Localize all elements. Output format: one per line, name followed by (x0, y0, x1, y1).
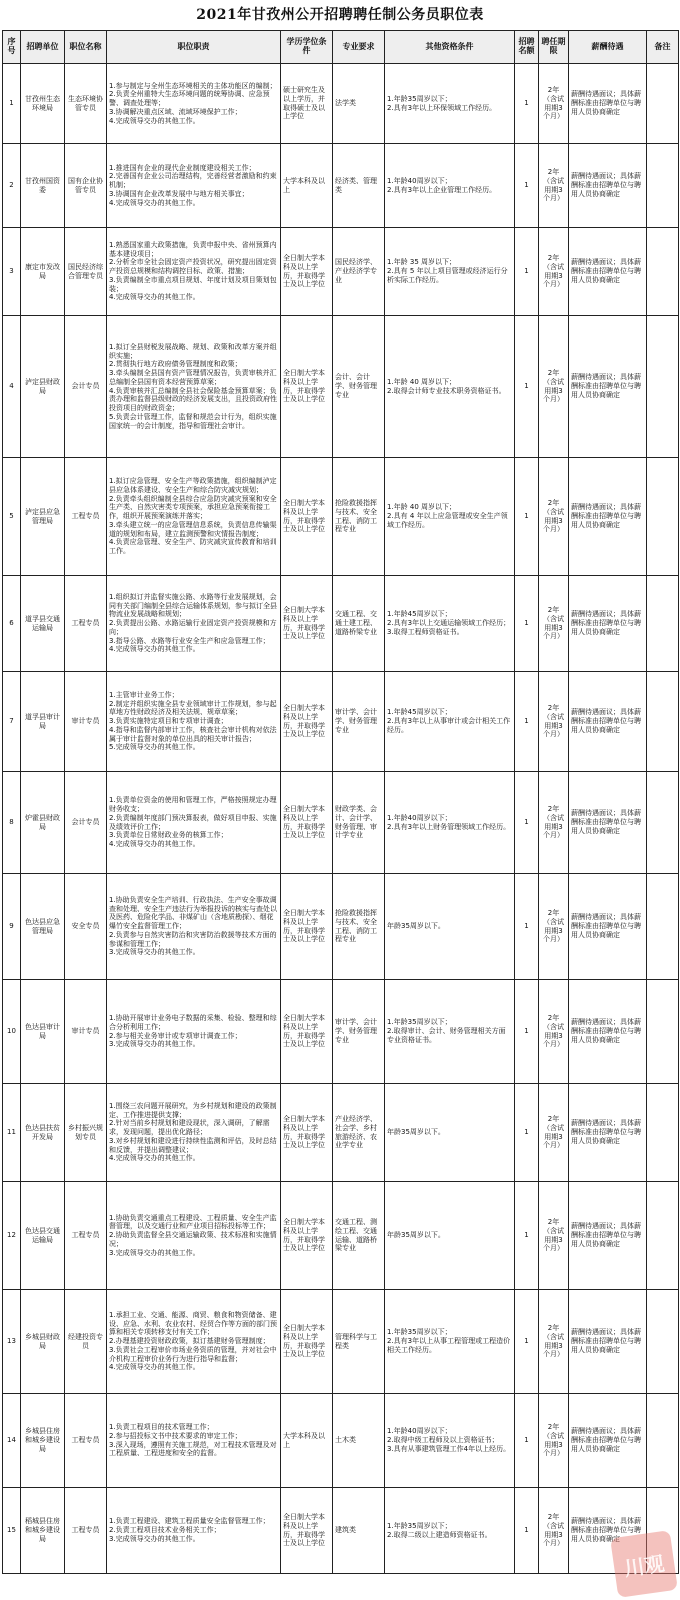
requirement-line: 2.具有 5 年以上项目管理或经济运行分析实际工作经历。 (387, 267, 508, 284)
duty-line: 2.参与相关业务审计或专项审计调查工作； (109, 1031, 242, 1040)
duty-line: 3.负责编制全市重点项目规划、年度计划及项目策划包装； (109, 275, 277, 293)
table-row (3, 1488, 679, 1574)
cell-duties (107, 228, 281, 316)
cell-other-requirements (385, 672, 515, 772)
cell-term: 2年（含试用期3个月） (539, 980, 569, 1084)
requirement-line: 2.具有3年以上交通运输领域工作经历； (387, 619, 511, 628)
cell-duties (107, 576, 281, 672)
cell-education: 全日制大学本科及以上学历，并取得学士及以上学位 (281, 228, 333, 316)
duty-line: 4.完成领导交办的其他工作。 (109, 1363, 200, 1372)
cell-note (647, 1290, 679, 1394)
duty-line: 1.推进国有企业的现代企业制度建设相关工作； (109, 163, 256, 172)
table-row (3, 1182, 679, 1290)
table-row (3, 64, 679, 144)
requirement-line: 2.具有3年以上财务管理领域工作经历。 (387, 822, 511, 831)
cell-unit: 乡城县住房和城乡建设局 (21, 1394, 65, 1488)
table-row (3, 874, 679, 980)
cell-term: 2年（含试用期3个月） (539, 1488, 569, 1574)
requirement-line: 1.年龄35周岁以下； (387, 94, 452, 103)
duty-line: 4.完成领导交办的其他工作。 (109, 840, 200, 848)
duty-line: 1.协助负责交通重点工程建设、工程质量、安全生产监督管理，以及交通行业和产业项目招标投标等工作； (109, 1213, 277, 1231)
cell-note (647, 316, 679, 458)
cell-major: 审计学、会计学、财务管理专业 (333, 672, 385, 772)
requirement-line: 1.年龄 40 周岁以下； (387, 503, 457, 512)
page-title: 2021年甘孜州公开招聘聘任制公务员职位表 (196, 7, 484, 23)
duty-line: 2.负责工程项目技术业务相关工作； (109, 1526, 221, 1535)
job-table (2, 30, 679, 1574)
cell-salary: 薪酬待遇面议；具体薪酬标准由招聘单位与聘用人员协商确定 (569, 1182, 647, 1290)
cell-major: 建筑类 (333, 1488, 385, 1574)
cell-salary: 薪酬待遇面议；具体薪酬标准由招聘单位与聘用人员协商确定 (569, 316, 647, 458)
duty-line: 3.负责单位日常财政业务的核算工作； (109, 831, 228, 840)
table-row (3, 1084, 679, 1182)
cell-no: 6 (3, 576, 21, 672)
cell-unit: 道孚县审计局 (21, 672, 65, 772)
requirement-line: 2.具有3年以上从事审计或会计相关工作经历。 (387, 717, 511, 734)
cell-quota: 1 (515, 672, 539, 772)
requirement-line: 1.年龄45周岁以下； (387, 610, 452, 619)
duty-line: 1.负责工程项目的技术管理工作； (109, 1423, 214, 1431)
cell-education: 全日制大学本科及以上学历，并取得学士及以上学位 (281, 316, 333, 458)
requirement-line: 1.年龄40周岁以下； (387, 1427, 452, 1436)
header-major: 专业要求 (333, 31, 385, 64)
cell-salary: 薪酬待遇面议；具体薪酬标准由招聘单位与聘用人员协商确定 (569, 1488, 647, 1574)
table-row (3, 980, 679, 1084)
cell-salary: 薪酬待遇面议；具体薪酬标准由招聘单位与聘用人员协商确定 (569, 144, 647, 228)
cell-unit: 色达县扶贫开发局 (21, 1084, 65, 1182)
requirement-line: 年龄35周岁以下。 (387, 922, 445, 931)
cell-unit: 道孚县交通运输局 (21, 576, 65, 672)
table-row (3, 672, 679, 772)
duty-line: 3.牵头编制全县国有资产管理情况报告，负责审核并汇总编制全县国有资本经营预算草案； (109, 369, 277, 386)
requirement-line: 2.具有3年以上企业管理工作经历。 (387, 185, 497, 194)
cell-term: 2年（含试用期3个月） (539, 228, 569, 316)
cell-no: 13 (3, 1290, 21, 1394)
cell-other-requirements (385, 772, 515, 874)
duty-line: 4.完成领导交办的其他工作。 (109, 293, 200, 302)
cell-duties (107, 458, 281, 576)
cell-unit: 甘孜州国资委 (21, 144, 65, 228)
duty-line: 4.负责审核并汇总编制全县社会保险基金预算草案；负责办理和监督县级财政的经济发展支出，且投资政府性投资项目的财政资金； (109, 386, 277, 412)
cell-salary: 薪酬待遇面议；具体薪酬标准由招聘单位与聘用人员协商确定 (569, 672, 647, 772)
duty-line: 3.深入现场，遵照有关施工规范，对工程技术管理及对工程质量、工程进度和安全的监督。 (109, 1440, 277, 1458)
duty-line: 2.负责提出公路、水路运输行业固定资产投资规模和方向； (109, 619, 277, 636)
cell-term: 2年（含试用期3个月） (539, 672, 569, 772)
cell-no: 7 (3, 672, 21, 772)
duty-line: 2.负责全州重特大生态环境问题的统筹协调、应急预警、调查处理等； (109, 90, 270, 108)
cell-position: 审计专员 (65, 980, 107, 1084)
duty-line: 3.协调国有企业改革发展中与地方相关事宜； (109, 189, 249, 198)
cell-education: 全日制大学本科及以上学历，并取得学士及以上学位 (281, 1084, 333, 1182)
duty-line: 4.完成领导交办的其他工作。 (109, 1154, 200, 1163)
cell-term: 2年（含试用期3个月） (539, 1394, 569, 1488)
cell-note (647, 64, 679, 144)
cell-position: 国民经济综合管理专员 (65, 228, 107, 316)
cell-no: 14 (3, 1394, 21, 1488)
cell-quota: 1 (515, 316, 539, 458)
cell-position: 工程专员 (65, 1394, 107, 1488)
duty-line: 2.针对当前乡村规划和建设现状，深入调研，了解需求，发现问题，提出优化路径； (109, 1119, 270, 1137)
header-other-requirements: 其他资格条件 (385, 31, 515, 64)
duty-line: 3.完成领导交办的其他工作。 (109, 1534, 200, 1543)
requirement-line: 1.年龄35周岁以下； (387, 1328, 452, 1337)
cell-no: 5 (3, 458, 21, 576)
cell-education: 全日制大学本科及以上学历，并取得学士及以上学位 (281, 1488, 333, 1574)
cell-note (647, 772, 679, 874)
cell-note (647, 228, 679, 316)
requirement-line: 1.年龄40周岁以下； (387, 813, 452, 822)
cell-position: 经建投资专员 (65, 1290, 107, 1394)
cell-term: 2年（含试用期3个月） (539, 772, 569, 874)
cell-duties (107, 672, 281, 772)
cell-salary: 薪酬待遇面议；具体薪酬标准由招聘单位与聘用人员协商确定 (569, 1084, 647, 1182)
duty-line: 4.负责应急管理、安全生产、防灾减灾宣传教育和培训工作。 (109, 538, 277, 556)
cell-major: 抢险救援指挥与技术、安全工程、消防工程专业 (333, 458, 385, 576)
duty-line: 2.制定并组织实施全县专业领域审计工作规划，参与起草地方性财政经济及相关法规、规章草案； (109, 699, 277, 717)
duty-line: 3.负责社会工程审价市场业务资质的管理，并对社会中介机构工程审价业务行为进行指导和监督； (109, 1345, 277, 1363)
duty-line: 3.牵头建立统一的应急管理信息系统，负责信息传输渠道的规划和布局，建立监测预警和灾情报告制度； (109, 520, 277, 538)
header-duties: 职位职责 (107, 31, 281, 64)
cell-no: 12 (3, 1182, 21, 1290)
cell-other-requirements (385, 1182, 515, 1290)
cell-education: 全日制大学本科及以上学历，并取得学士及以上学位 (281, 1182, 333, 1290)
cell-no: 2 (3, 144, 21, 228)
cell-term: 2年（含试用期3个月） (539, 576, 569, 672)
cell-quota: 1 (515, 1394, 539, 1488)
requirement-line: 1.年龄 40 周岁以下； (387, 377, 457, 386)
duty-line: 2.负责牵头组织编制全县综合应急防灾减灾预案和安全生产类、自然灾害类专项预案，承担应急预案衔接工作，组织开展预案演练并落实； (109, 494, 277, 521)
duty-line: 1.主管审计业务工作； (109, 690, 179, 699)
cell-salary: 薪酬待遇面议；具体薪酬标准由招聘单位与聘用人员协商确定 (569, 576, 647, 672)
cell-unit: 色达县审计局 (21, 980, 65, 1084)
cell-position: 国有企业协管专员 (65, 144, 107, 228)
cell-major: 法学类 (333, 64, 385, 144)
header-term: 聘任期限 (539, 31, 569, 64)
header-education: 学历学位条件 (281, 31, 333, 64)
cell-note (647, 458, 679, 576)
cell-quota: 1 (515, 458, 539, 576)
table-row (3, 316, 679, 458)
cell-position: 生态环境协管专员 (65, 64, 107, 144)
duty-line: 3.完成领导交办的其他工作。 (109, 1040, 200, 1049)
cell-education: 大学本科及以上 (281, 1394, 333, 1488)
cell-duties (107, 1394, 281, 1488)
cell-other-requirements (385, 576, 515, 672)
cell-position: 工程专员 (65, 1182, 107, 1290)
requirement-line: 1.年龄45周岁以下； (387, 708, 452, 717)
duty-line: 2.协助负责监督全县交通运输政策、技术标准和实施情况； (109, 1231, 277, 1248)
cell-duties (107, 772, 281, 874)
cell-position: 会计专员 (65, 316, 107, 458)
cell-term: 2年（含试用期3个月） (539, 874, 569, 980)
cell-education: 全日制大学本科及以上学历，并取得学士及以上学位 (281, 672, 333, 772)
cell-unit: 色达县应急管理局 (21, 874, 65, 980)
duty-line: 2.负责参与自然灾害防治和灾害防治救援等技术方面的参谋和管理工作； (109, 930, 277, 948)
header-no: 序号 (3, 31, 21, 64)
table-row (3, 1394, 679, 1488)
table-body (3, 64, 679, 1574)
cell-other-requirements (385, 874, 515, 980)
duty-line: 1.围绕三农问题开展研究，为乡村规划和建设的政策制定、工作推进提供支撑； (109, 1101, 277, 1119)
cell-education: 全日制大学本科及以上学历，并取得学士及以上学位 (281, 980, 333, 1084)
cell-quota: 1 (515, 874, 539, 980)
requirement-line: 2.具有 4 年以上应急管理或安全生产领域工作经历。 (387, 512, 508, 529)
header-note: 备注 (647, 31, 679, 64)
cell-unit: 泸定县应急管理局 (21, 458, 65, 576)
header-unit: 招聘单位 (21, 31, 65, 64)
cell-unit: 乡城县财政局 (21, 1290, 65, 1394)
requirement-line: 2.具有3年以上从事工程管理或工程造价相关工作经历。 (387, 1337, 511, 1354)
cell-duties (107, 316, 281, 458)
cell-quota: 1 (515, 144, 539, 228)
cell-education: 全日制大学本科及以上学历，并取得学士及以上学位 (281, 874, 333, 980)
table-header-row (3, 31, 679, 64)
cell-note (647, 874, 679, 980)
cell-duties (107, 1182, 281, 1290)
requirement-line: 年龄35周岁以下。 (387, 1231, 445, 1240)
cell-unit: 稻城县住房和城乡建设局 (21, 1488, 65, 1574)
table-row (3, 1290, 679, 1394)
duty-line: 2.参与招投标文书中技术要求的审定工作； (109, 1431, 242, 1440)
duty-line: 1.拟订应急管理、安全生产等政策措施，组织编制泸定县应急体系建设、安全生产和综合防灾减灾规划； (109, 477, 277, 494)
duty-line: 3.指导公路、水路等行业安全生产和应急管理工作； (109, 636, 270, 645)
header-quota: 招聘名额 (515, 31, 539, 64)
cell-quota: 1 (515, 576, 539, 672)
cell-salary: 薪酬待遇面议；具体薪酬标准由招聘单位与聘用人员协商确定 (569, 1394, 647, 1488)
cell-major: 管理科学与工程类 (333, 1290, 385, 1394)
requirement-line: 2.取得会计师专业技术职务资格证书。 (387, 386, 506, 395)
cell-note (647, 1182, 679, 1290)
duty-line: 4.完成领导交办的其他工作。 (109, 116, 200, 125)
cell-education: 全日制大学本科及以上学历，并取得学士及以上学位 (281, 576, 333, 672)
duty-line: 2.完善国有企业公司治理结构，完善经营者激励和约束机制； (109, 172, 277, 190)
cell-major: 交通工程、交通土建工程、道路桥梁专业 (333, 576, 385, 672)
duty-line: 1.参与制定与全州生态环境相关的主体功能区的编制； (109, 81, 277, 90)
cell-duties (107, 874, 281, 980)
requirement-line: 1.年龄40周岁以下； (387, 176, 452, 185)
cell-term: 2年（含试用期3个月） (539, 1290, 569, 1394)
duty-line: 2.分析全市全社会固定资产投资状况，研究提出固定资产投资总规模和结构调控目标、政策、措施； (109, 258, 277, 276)
duty-line: 3.完成领导交办的其他工作。 (109, 948, 200, 957)
cell-no: 9 (3, 874, 21, 980)
cell-position: 安全专员 (65, 874, 107, 980)
table-row (3, 144, 679, 228)
requirement-line: 2.取得中级工程师及以上资格证书； (387, 1436, 499, 1445)
cell-note (647, 1084, 679, 1182)
cell-note (647, 980, 679, 1084)
cell-education: 硕士研究生及以上学历，并取得硕士及以上学位 (281, 64, 333, 144)
requirement-line: 3.具有从事建筑管理工作4年以上经历。 (387, 1444, 511, 1453)
duty-line: 3.负责实施特定项目和专项审计调查； (109, 717, 228, 726)
cell-other-requirements (385, 458, 515, 576)
cell-other-requirements (385, 64, 515, 144)
cell-note (647, 144, 679, 228)
cell-position: 工程专员 (65, 458, 107, 576)
header-salary: 薪酬待遇 (569, 31, 647, 64)
requirement-line: 1.年龄35周岁以下； (387, 1521, 452, 1530)
cell-duties (107, 144, 281, 228)
cell-note (647, 672, 679, 772)
cell-other-requirements (385, 980, 515, 1084)
cell-salary: 薪酬待遇面议；具体薪酬标准由招聘单位与聘用人员协商确定 (569, 772, 647, 874)
cell-other-requirements (385, 1290, 515, 1394)
duty-line: 1.组织拟订并监督实施公路、水路等行业发展规划，会同有关部门编制全县综合运输体系规划，参与拟订全县物流业发展战略和规划； (109, 592, 277, 619)
cell-salary: 薪酬待遇面议；具体薪酬标准由招聘单位与聘用人员协商确定 (569, 980, 647, 1084)
cell-no: 11 (3, 1084, 21, 1182)
cell-duties (107, 1488, 281, 1574)
table-row (3, 458, 679, 576)
cell-major: 会计、会计学、财务管理专业 (333, 316, 385, 458)
cell-education: 全日制大学本科及以上学历，并取得学士及以上学位 (281, 772, 333, 874)
cell-no: 3 (3, 228, 21, 316)
cell-major: 交通工程、测绘工程、交通运输、道路桥梁专业 (333, 1182, 385, 1290)
duty-line: 1.协助负责安全生产培训、行政执法、生产安全事故调查和处理、安全生产违法行为举报投诉的核实与查处以及医药、危险化学品、非煤矿山（含地质勘探）、烟花爆竹安全监督管理工作； (109, 895, 277, 931)
duty-line: 1.负责单位资金的使用和管理工作，严格按照规定办理财务收支； (109, 796, 277, 813)
requirement-line: 年龄35周岁以下。 (387, 1128, 445, 1137)
cell-major: 抢险救援指挥与技术、安全工程、消防工程专业 (333, 874, 385, 980)
duty-line: 3.完成领导交办的其他工作。 (109, 1248, 200, 1257)
duty-line: 4.完成领导交办的其他工作。 (109, 198, 200, 207)
cell-major: 土木类 (333, 1394, 385, 1488)
cell-major: 产业经济学、社会学、乡村旅游经济、农业学专业 (333, 1084, 385, 1182)
duty-line: 4.完成领导交办的其他工作。 (109, 645, 200, 654)
cell-term: 2年（含试用期3个月） (539, 144, 569, 228)
cell-other-requirements (385, 144, 515, 228)
duty-line: 1.承担工业、交通、能源、商贸、粮食和物资储备、建设、应急、水利、农业农村、经贸合作等方面的部门预算和相关专项转移支付有关工作； (109, 1310, 277, 1337)
cell-salary: 薪酬待遇面议；具体薪酬标准由招聘单位与聘用人员协商确定 (569, 64, 647, 144)
requirement-line: 1.年龄 35 周岁以下； (387, 258, 457, 267)
cell-other-requirements (385, 316, 515, 458)
cell-no: 4 (3, 316, 21, 458)
cell-salary: 薪酬待遇面议；具体薪酬标准由招聘单位与聘用人员协商确定 (569, 458, 647, 576)
duty-line: 5.完成领导交办的其他工作。 (109, 743, 200, 752)
watermark-logo: 川观 (610, 1530, 678, 1598)
requirement-line: 1.年龄35周岁以下； (387, 1018, 452, 1027)
duty-line: 3.对乡村规划和建设进行持续性监测和评估，及时总结和反馈，并提出调整建议； (109, 1136, 277, 1154)
table-row (3, 772, 679, 874)
cell-quota: 1 (515, 1084, 539, 1182)
duty-line: 3.协调解决重点区域、流域环境保护工作； (109, 107, 242, 116)
cell-no: 1 (3, 64, 21, 144)
cell-quota: 1 (515, 1488, 539, 1574)
cell-position: 工程专员 (65, 1488, 107, 1574)
cell-quota: 1 (515, 772, 539, 874)
cell-education: 全日制大学本科及以上学历，并取得学士及以上学位 (281, 1290, 333, 1394)
duty-line: 5.负责会计管理工作，监督和规范会计行为，组织实施国家统一的会计制度，指导和管理社会审计。 (109, 412, 277, 430)
cell-unit: 色达县交通运输局 (21, 1182, 65, 1290)
cell-quota: 1 (515, 228, 539, 316)
cell-term: 2年（含试用期3个月） (539, 458, 569, 576)
cell-major: 经济类、管理类 (333, 144, 385, 228)
requirement-line: 3.取得工程师资格证书。 (387, 627, 464, 636)
cell-unit: 泸定县财政局 (21, 316, 65, 458)
cell-position: 会计专员 (65, 772, 107, 874)
cell-duties (107, 980, 281, 1084)
duty-line: 2.负责编制年度部门预决算报表，做好项目申报、实施及绩效评价工作； (109, 813, 277, 831)
cell-term: 2年（含试用期3个月） (539, 1084, 569, 1182)
duty-line: 1.负责工程建设、建筑工程质量安全监督管理工作； (109, 1517, 270, 1526)
cell-education: 全日制大学本科及以上学历，并取得学士及以上学位 (281, 458, 333, 576)
duty-line: 1.熟悉国家重大政策措施，负责申报中央、省州预算内基本建设项目； (109, 240, 277, 258)
cell-note (647, 576, 679, 672)
cell-salary: 薪酬待遇面议；具体薪酬标准由招聘单位与聘用人员协商确定 (569, 228, 647, 316)
cell-position: 乡村振兴规划专员 (65, 1084, 107, 1182)
cell-no: 10 (3, 980, 21, 1084)
cell-other-requirements (385, 228, 515, 316)
duty-line: 4.指导和监督内部审计工作，核查社会审计机构对依法属于审计监督对象的单位出具的相关审计报告； (109, 725, 277, 743)
cell-quota: 1 (515, 980, 539, 1084)
cell-unit: 康定市发改局 (21, 228, 65, 316)
cell-no: 15 (3, 1488, 21, 1574)
duty-line: 1.协助开展审计业务电子数据的采集、检验、整理和综合分析利用工作； (109, 1014, 277, 1031)
cell-duties (107, 1290, 281, 1394)
cell-no: 8 (3, 772, 21, 874)
duty-line: 2.贯彻执行地方政府债务管理制度和政策； (109, 360, 242, 369)
cell-term: 2年（含试用期3个月） (539, 64, 569, 144)
cell-education: 大学本科及以上 (281, 144, 333, 228)
cell-unit: 炉霍县财政局 (21, 772, 65, 874)
cell-note (647, 1394, 679, 1488)
cell-quota: 1 (515, 1182, 539, 1290)
cell-major: 财政学类、会计、会计学、财务管理、审计学专业 (333, 772, 385, 874)
cell-quota: 1 (515, 1290, 539, 1394)
cell-salary: 薪酬待遇面议；具体薪酬标准由招聘单位与聘用人员协商确定 (569, 874, 647, 980)
cell-term: 2年（含试用期3个月） (539, 316, 569, 458)
cell-other-requirements (385, 1394, 515, 1488)
cell-duties (107, 1084, 281, 1182)
requirement-line: 2.取得审计、会计、财务管理相关方面专业资格证书。 (387, 1027, 506, 1044)
cell-salary: 薪酬待遇面议；具体薪酬标准由招聘单位与聘用人员协商确定 (569, 1290, 647, 1394)
requirement-line: 2.取得二级以上建造师资格证书。 (387, 1530, 492, 1539)
cell-major: 国民经济学、产业经济学专业 (333, 228, 385, 316)
table-row (3, 228, 679, 316)
duty-line: 2.办理基建投资财政政策，拟订基建财务管理制度； (109, 1337, 270, 1346)
cell-other-requirements (385, 1488, 515, 1574)
cell-quota: 1 (515, 64, 539, 144)
duty-line: 1.拟订全县财税发展战略、规划、政策和改革方案并组织实施； (109, 342, 277, 360)
requirement-line: 2.具有3年以上环保领域工作经历。 (387, 103, 497, 112)
cell-term: 2年（含试用期3个月） (539, 1182, 569, 1290)
cell-position: 审计专员 (65, 672, 107, 772)
cell-position: 工程专员 (65, 576, 107, 672)
cell-other-requirements (385, 1084, 515, 1182)
cell-unit: 甘孜州生态环境局 (21, 64, 65, 144)
cell-major: 审计学、会计学、财务管理专业 (333, 980, 385, 1084)
header-position: 职位名称 (65, 31, 107, 64)
table-row (3, 576, 679, 672)
cell-duties (107, 64, 281, 144)
